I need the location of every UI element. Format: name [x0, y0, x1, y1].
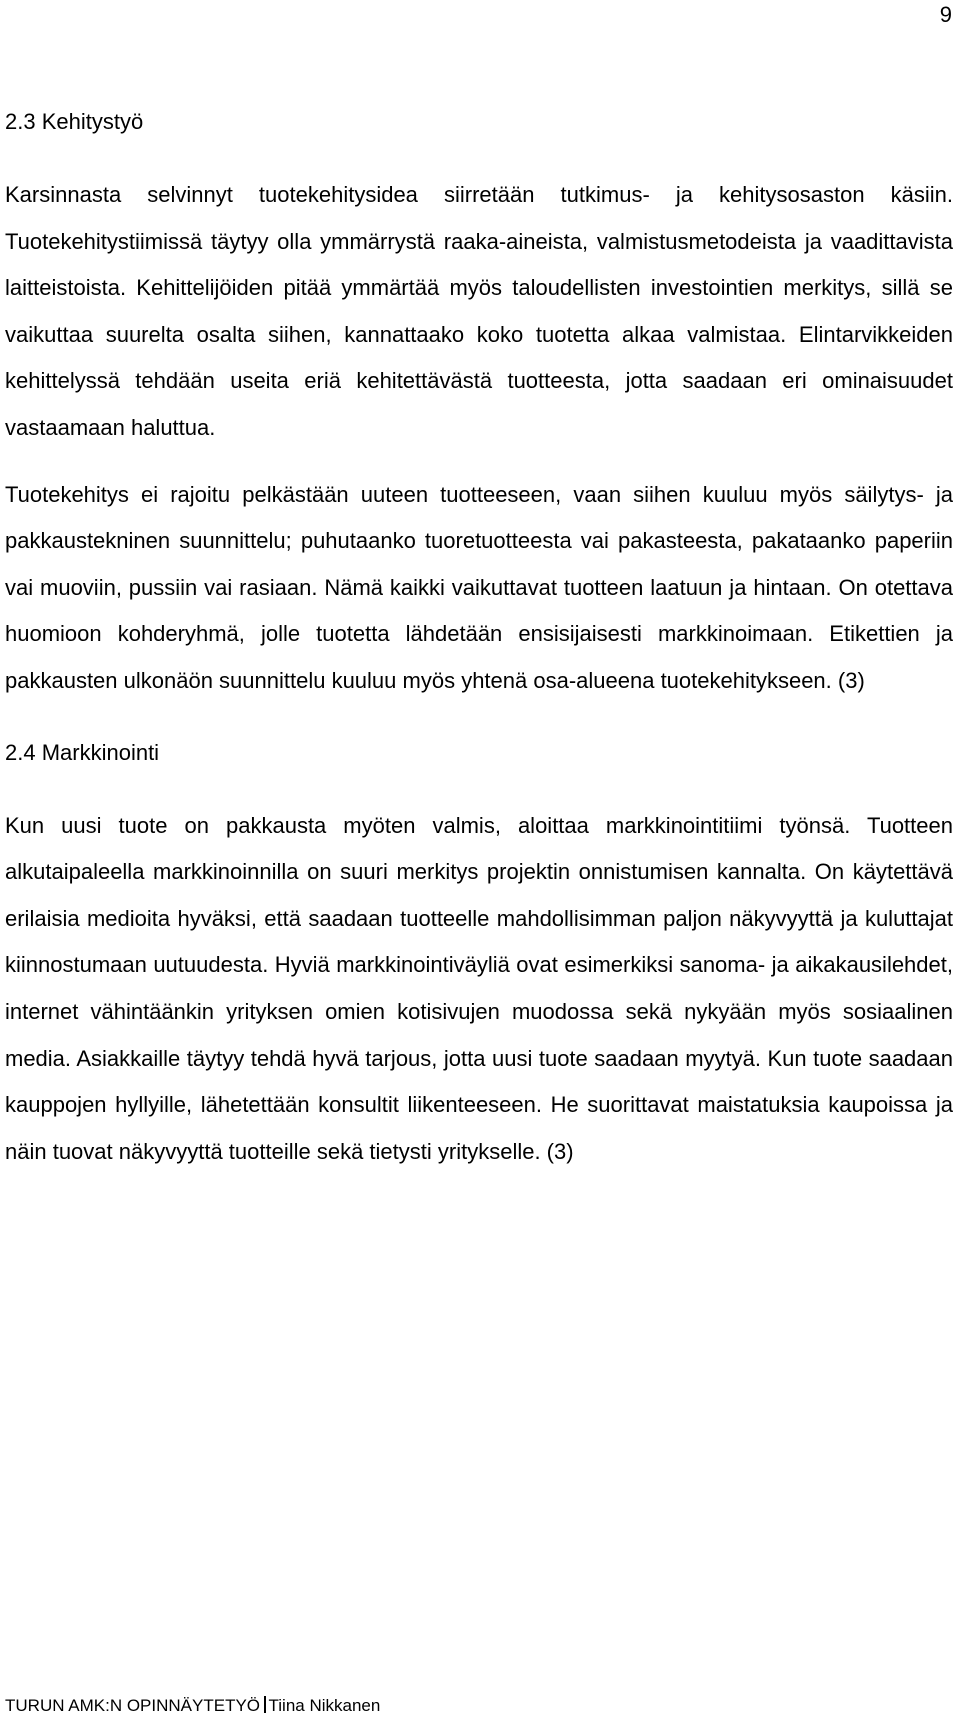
page-footer	[5, 1696, 380, 1716]
footer-author: Tiina Nikkanen	[268, 1696, 381, 1715]
section-heading-markkinointi: 2.4 Markkinointi	[5, 739, 160, 765]
page-number: 9	[939, 2, 952, 27]
paragraph-kehitystyo-2: Tuotekehitys ei rajoitu pelkästään uuteen tuotteeseen, vaan siihen kuuluu myös säilytys- ja pakkaustekninen suunnittelu; puhutaanko tuoretuotteesta vai pakasteesta, pakataanko paperiin vai muoviin, pussiin vai rasiaan. Nämä kaikki vaikuttavat tuotteen laatuun ja hintaan. On otettava huomioon kohderyhmä, jolle tuotetta lähdetään ensisijaisesti markkinoimaan. Etikettien ja pakkausten ulkonäön suunnittelu kuuluu myös yhtenä osa-alueena tuotekehitykseen. (3)	[5, 481, 953, 693]
paragraph-markkinointi-1: Kun uusi tuote on pakkausta myöten valmis, aloittaa markkinointitiimi työnsä. Tuotteen alkutaipaleella markkinoinnilla on suuri merkitys projektin onnistumisen kannalta. On käytettävä erilaisia medioita hyväksi, että saadaan tuotteelle mahdollisimman paljon näkyvyyttä ja kuluttajat kiinnostumaan uutuudesta. Hyviä markkinointiväyliä ovat esimerkiksi sanoma- ja aikakausilehdet, internet vähintäänkin yrityksen omien kotisivujen muodossa sekä nykyään myös sosiaalinen media. Asiakkaille täytyy tehdä hyvä tarjous, jotta uusi tuote saadaan myytyä. Kun tuote saadaan kauppojen hyllyille, lähetettään konsultit liikenteeseen. He suorittavat maistatuksia kaupoissa ja näin tuovat näkyvyyttä tuotteille sekä tietysti yritykselle. (3)	[5, 812, 953, 1164]
footer-separator	[264, 1696, 266, 1713]
section-heading-kehitystyo: 2.3 Kehitystyö	[5, 109, 144, 134]
document-body	[5, 100, 953, 1175]
paragraph-kehitystyo-1: Karsinnasta selvinnyt tuotekehitysidea siirretään tutkimus- ja kehitysosaston käsiin. Tuotekehitystiimissä täytyy olla ymmärrystä raaka-aineista, valmistusmetodeista ja vaadittavista laitteistoista. Kehittelijöiden pitää ymmärtää myös taloudellisten investointien merkitys, sillä se vaikuttaa suurelta osalta siihen, kannattaako koko tuotetta alkaa valmistaa. Elintarvikkeiden kehittelyssä tehdään useita eriä kehitettävästä tuotteesta, jotta saadaan eri ominaisuudet vastaamaan haluttua.	[5, 182, 953, 440]
footer-institution: TURUN AMK:N OPINNÄYTETYÖ	[5, 1696, 261, 1715]
